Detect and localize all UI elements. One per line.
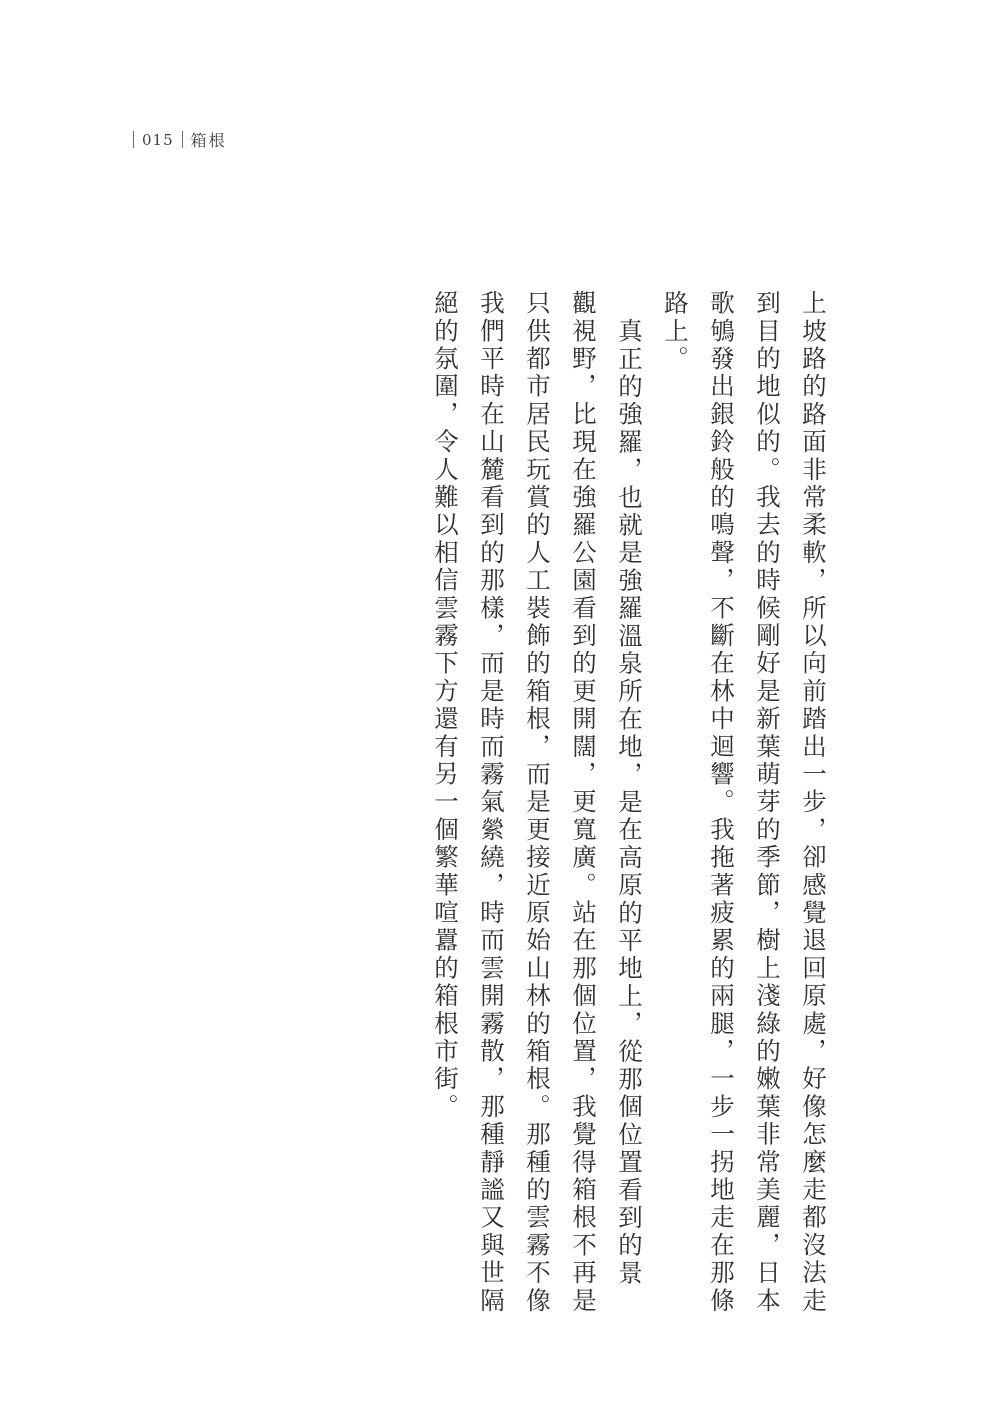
running-head bbox=[133, 128, 227, 151]
text-column: 只供都市居民玩賞的人工裝飾的箱根，而是更接近原始山林的箱根。那種的雲霧不像 bbox=[523, 290, 552, 1315]
running-head-rule-right bbox=[182, 131, 183, 148]
text-column: 路上。 bbox=[661, 290, 690, 374]
page-number: 015 bbox=[142, 130, 174, 149]
text-column: 觀視野，比現在強羅公園看到的更開闊，更寬廣。站在那個位置，我覺得箱根不再是 bbox=[569, 290, 598, 1315]
page-body bbox=[411, 290, 828, 1315]
text-column: 我們平時在山麓看到的那樣，而是時而霧氣縈繞，時而雲開霧散，那種靜謐又與世隔 bbox=[477, 290, 506, 1315]
chapter-title: 箱根 bbox=[190, 131, 227, 150]
text-column: 歌鴝發出銀鈴般的鳴聲，不斷在林中迴響。我拖著疲累的兩腿，一步一拐地走在那條 bbox=[707, 290, 736, 1315]
text-column: 絕的氛圍，令人難以相信雲霧下方還有另一個繁華喧囂的箱根市街。 bbox=[431, 290, 460, 1121]
text-column: 到目的地似的。我去的時候剛好是新葉萌芽的季節，樹上淺綠的嫩葉非常美麗，日本 bbox=[753, 290, 782, 1315]
text-column: 真正的強羅，也就是強羅溫泉所在地，是在高原的平地上，從那個位置看到的景 bbox=[615, 318, 644, 1288]
text-column: 上坡路的路面非常柔軟，所以向前踏出一步，卻感覺退回原處，好像怎麼走都沒法走 bbox=[799, 290, 828, 1315]
running-head-rule-left bbox=[133, 131, 134, 148]
